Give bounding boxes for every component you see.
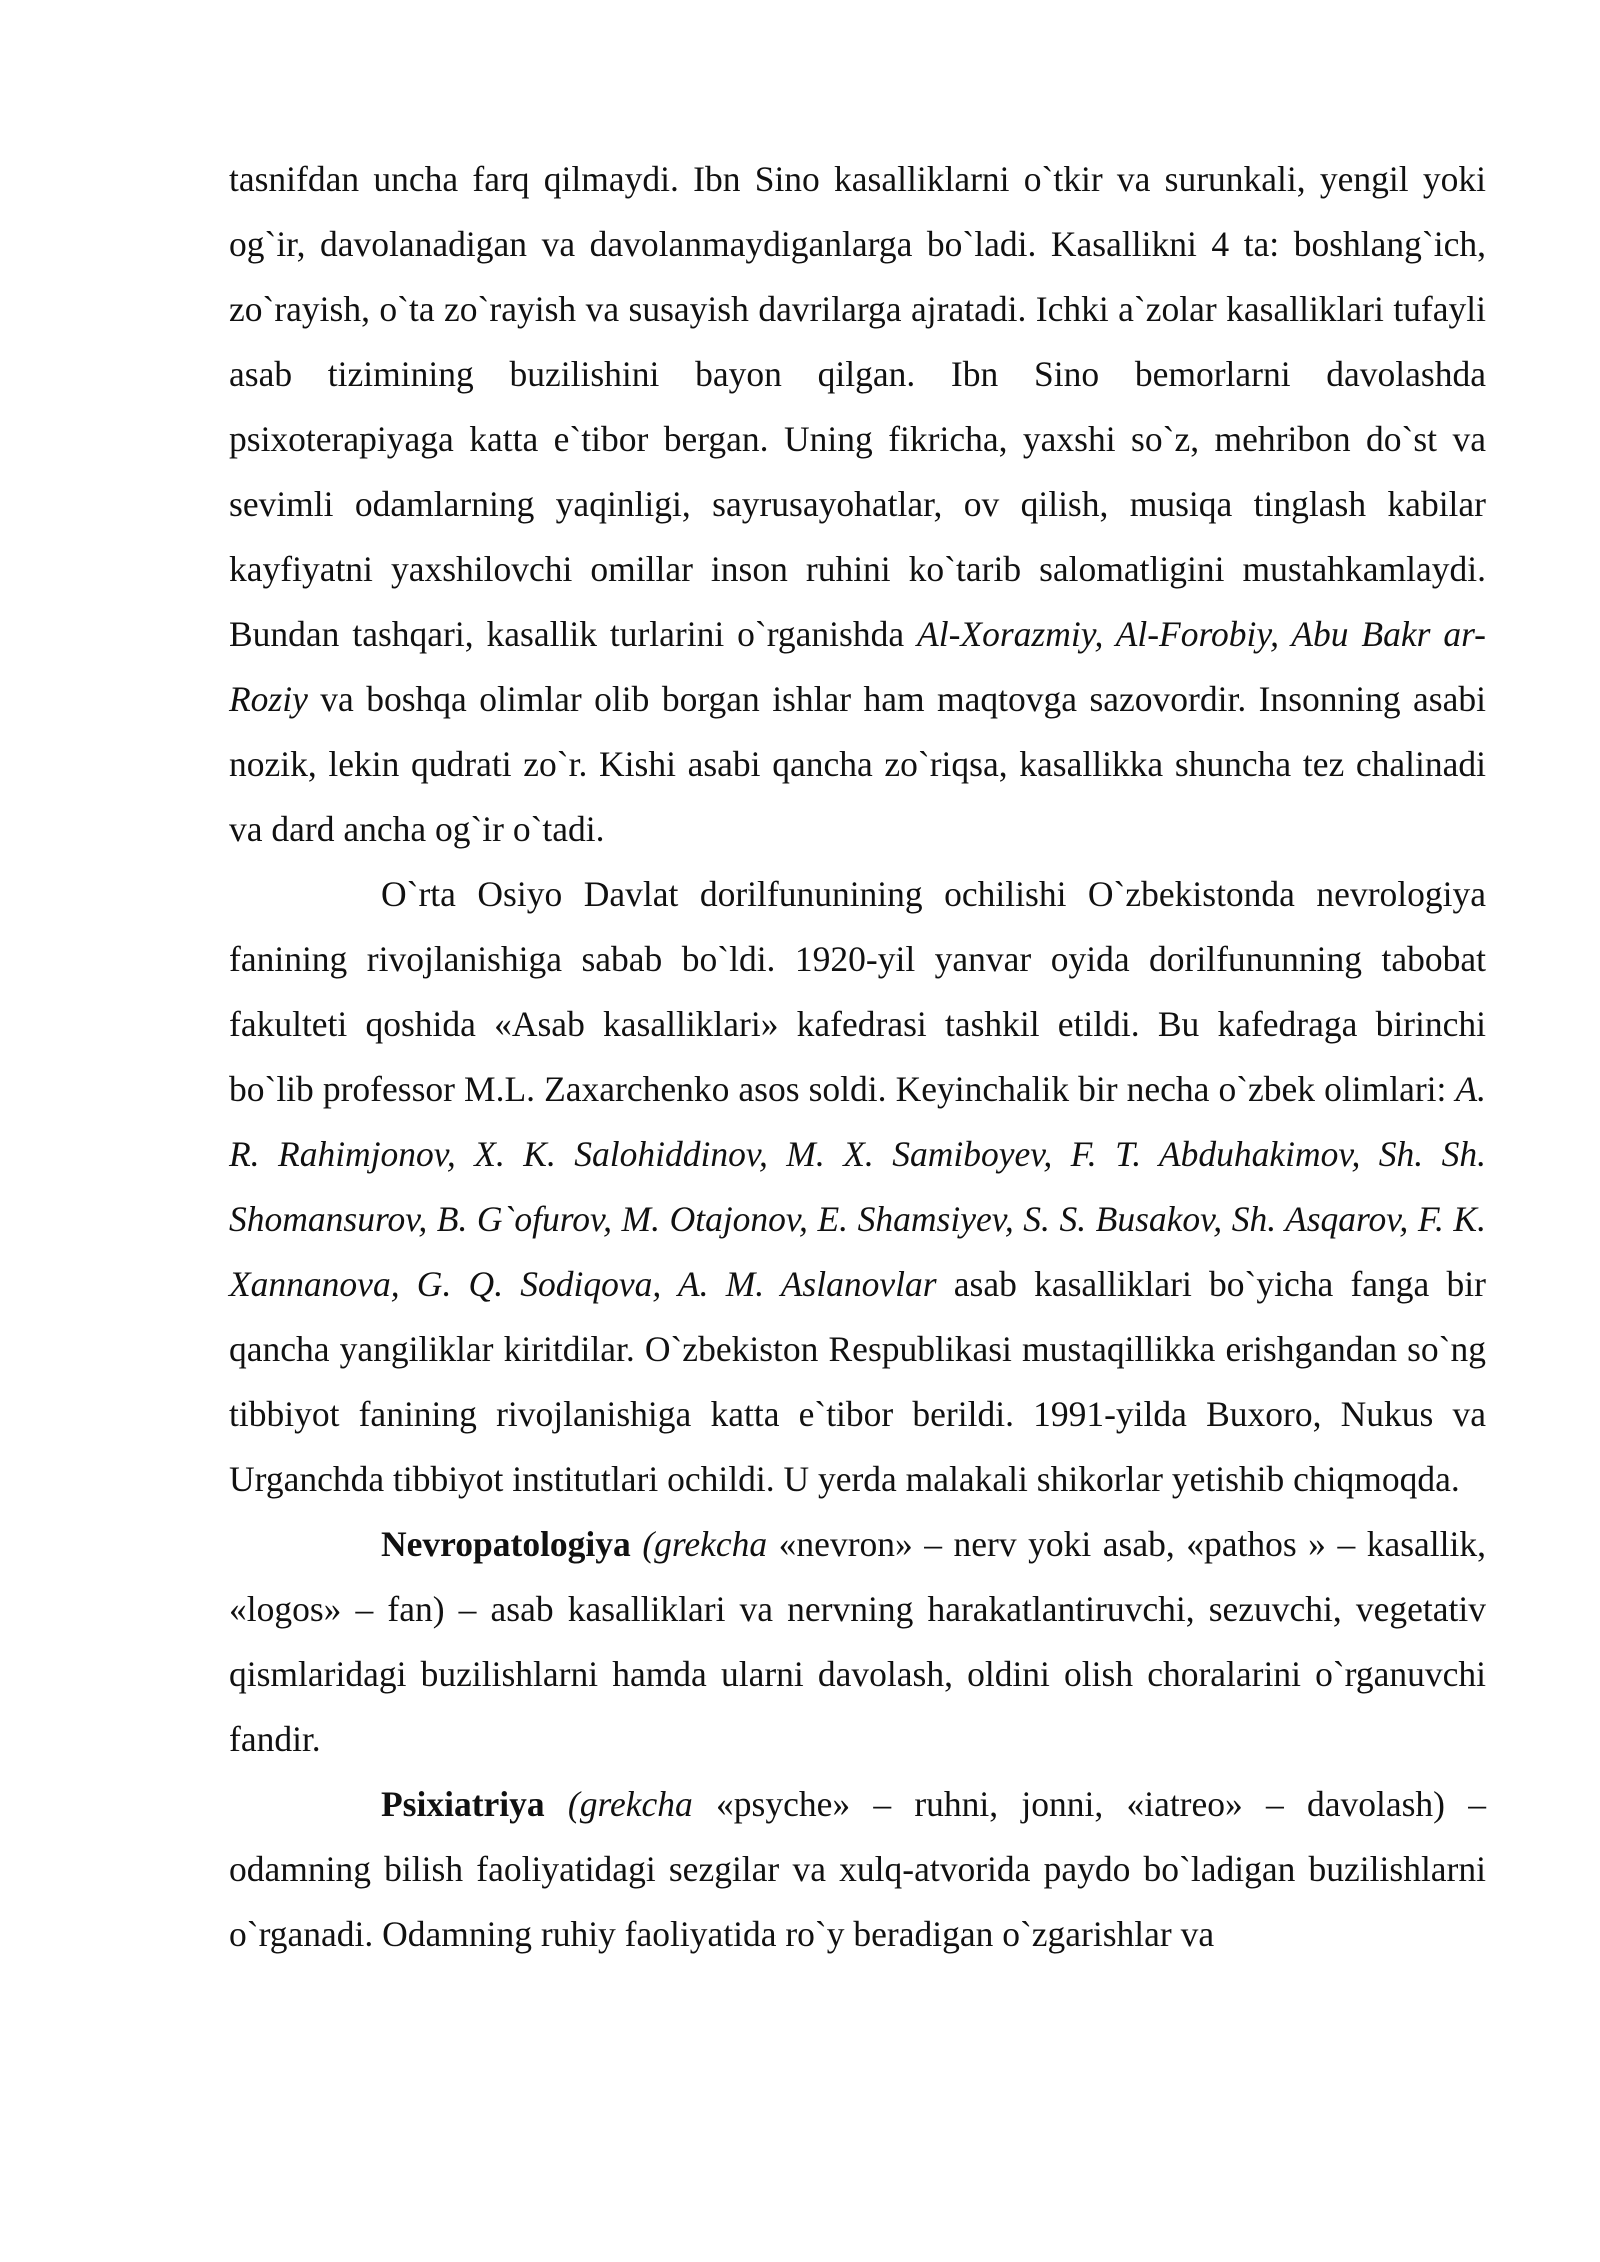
text-run: «nevron» – nerv yoki asab, «pathos » – kasallik, «logos» – fan) – asab kasalliklari va nervning harakatlantiruvchi, sezuvchi, vegetativ qismlaridagi buzilishlarni hamda ularni davolash, oldini olish choralarini o`rganuvchi fandir. bbox=[229, 1524, 1486, 1759]
body-text bbox=[229, 147, 1486, 1967]
italic-etymology-note: (grekcha bbox=[567, 1784, 693, 1824]
italic-etymology-note: (grekcha bbox=[642, 1524, 768, 1564]
text-run: va boshqa olimlar olib borgan ishlar ham maqtovga sazovordir. Insonning asabi nozik, lekin qudrati zo`r. Kishi asabi qancha zo`riqsa, kasallikka shuncha tez chalinadi va dard ancha og`ir o`tadi. bbox=[229, 679, 1486, 849]
term-nevropatologiya: Nevropatologiya bbox=[381, 1524, 631, 1564]
text-run: «psyche» – ruhni, jonni, «iatreo» – davolash) – odamning bilish faoliyatidagi sezgilar va xulq-atvorida paydo bo`ladigan buzilishlarni o`rganadi. Odamning ruhiy faoliyatida ro`y beradigan o`zgarishlar va bbox=[229, 1784, 1486, 1954]
italic-scholar-names: Al-Xorazmiy, Al-Forobiy, Abu Bakr ar-Roziy bbox=[229, 614, 1487, 719]
text-run bbox=[545, 1784, 568, 1824]
paragraph-university-history bbox=[229, 862, 1486, 1512]
paragraph-nevropatologiya bbox=[229, 1512, 1486, 1772]
paragraph-ibn-sino bbox=[229, 147, 1486, 862]
text-run: tasnifdan uncha farq qilmaydi. Ibn Sino kasalliklarni o`tkir va surunkali, yengil yoki og`ir, davolanadigan va davolanmaydiganlarga bo`ladi. Kasallikni 4 ta: boshlang`ich, zo`rayish, o`ta zo`rayish va susayish davrilarga ajratadi. Ichki a`zolar kasalliklari tufayli asab tizimining buzilishini bayon qilgan. Ibn Sino bemorlarni davolashda psixoterapiyaga katta e`tibor bergan. Uning fikricha, yaxshi so`z, mehribon do`st va sevimli odamlarning yaqinligi, sayrusayohatlar, ov qilish, musiqa tinglash kabilar kayfiyatni yaxshilovchi omillar inson ruhini ko`tarib salomatligini mustahkamlaydi. Bundan tashqari, kasallik turlarini o`rganishda bbox=[229, 159, 1486, 654]
text-run: O`rta Osiyo Davlat dorilfununining ochilishi O`zbekistonda nevrologiya fanining rivojlanishiga sabab bo`ldi. 1920-yil yanvar oyida dorilfununning tabobat fakulteti qoshida «Asab kasalliklari» kafedrasi tashkil etildi. Bu kafedraga birinchi bo`lib professor M.L. Zaxarchenko asos soldi. Keyinchalik bir necha o`zbek olimlari: bbox=[229, 874, 1486, 1109]
text-run bbox=[631, 1524, 643, 1564]
paragraph-psixiatriya bbox=[229, 1772, 1486, 1967]
term-psixiatriya: Psixiatriya bbox=[381, 1784, 545, 1824]
italic-scholar-names: A. R. Rahimjonov, X. K. Salohiddinov, M. X. Samiboyev, F. T. Abduhakimov, Sh. Sh. Shomansurov, B. G`ofurov, M. Otajonov, E. Shamsiyev, S. S. Busakov, Sh. Asqarov, F. K. Xannanova, G. Q. Sodiqova, A. M. Aslanovlar bbox=[229, 1069, 1486, 1304]
text-run: asab kasalliklari bo`yicha fanga bir qancha yangiliklar kiritdilar. O`zbekiston Respublikasi mustaqillikka erishgandan so`ng tibbiyot fanining rivojlanishiga katta e`tibor berildi. 1991-yilda Buxoro, Nukus va Urganchda tibbiyot institutlari ochildi. U yerda malakali shikorlar yetishib chiqmoqda. bbox=[229, 1264, 1486, 1499]
